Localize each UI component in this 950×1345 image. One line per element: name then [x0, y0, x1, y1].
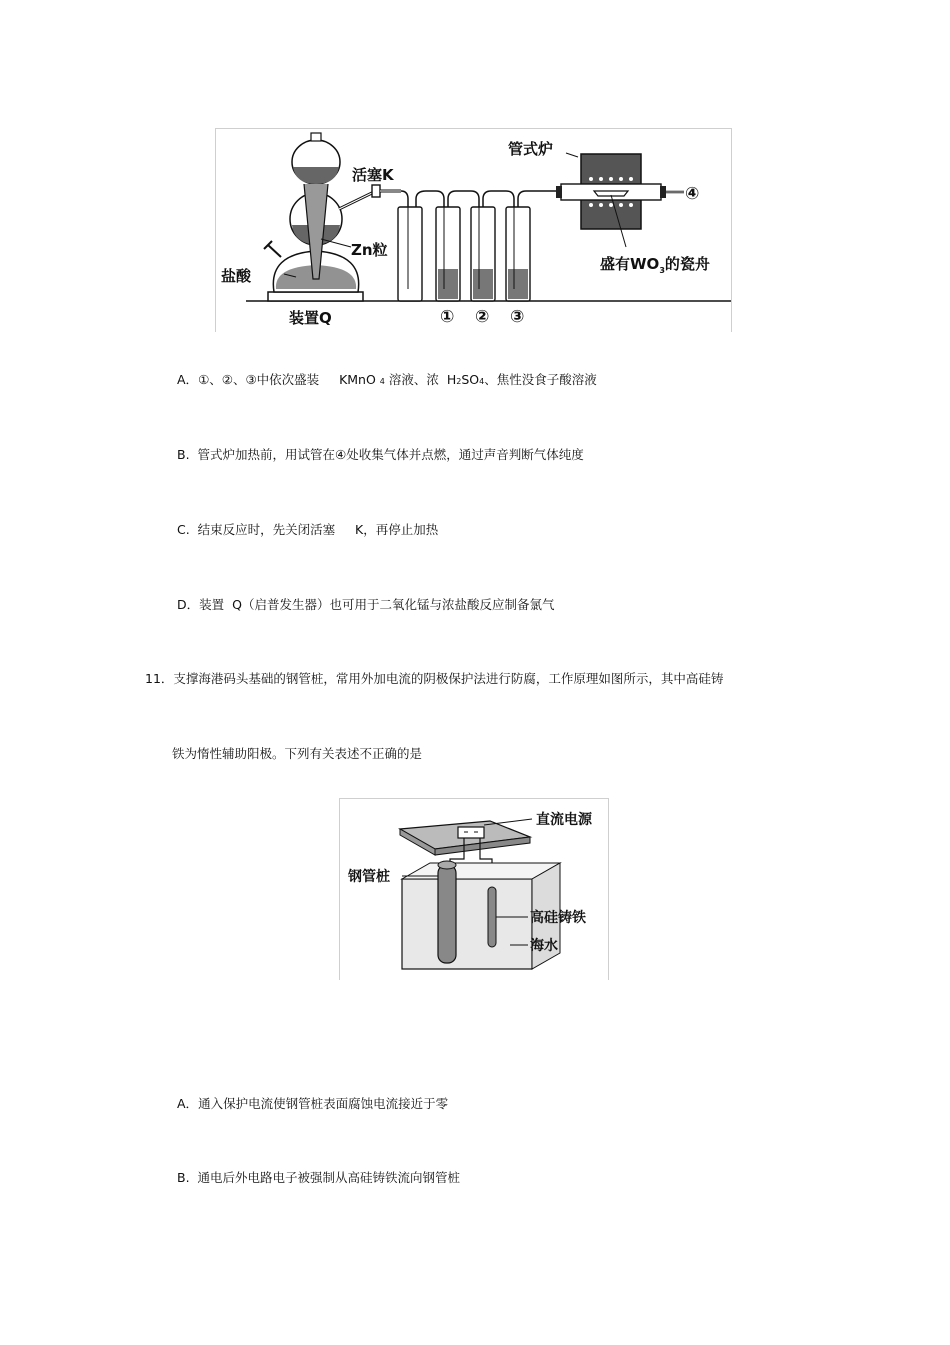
q10-option-d: D．装置 Q（启普发生器）也可用于二氧化锰与浓盐酸反应制备氯气	[177, 597, 555, 612]
anode-label: 高硅铸铁	[530, 910, 586, 926]
option-marker: A．	[177, 1096, 199, 1111]
option-marker: A．	[177, 372, 199, 387]
q10-option-a: A．①、②、③中依次盛装 KMnO 4 溶液、浓 H2SO4、焦性没食子酸溶液	[177, 372, 597, 387]
furnace-label: 管式炉	[508, 140, 554, 158]
high-silicon-iron	[488, 887, 496, 947]
pile-label: 钢管桩	[348, 869, 390, 885]
q11-option-a: A．通入保护电流使钢管桩表面腐蚀电流接近于零	[177, 1096, 449, 1111]
kipp-base	[268, 292, 363, 301]
option-marker: C.	[177, 522, 190, 537]
apparatus-figure	[215, 128, 732, 332]
cathodic-protection-drawing	[340, 799, 608, 980]
bottle-3-number: ③	[510, 307, 525, 327]
q11-stem-line-2: 铁为惰性辅助阳极。下列有关表述不正确的是	[172, 746, 423, 761]
apparatus-drawing	[216, 129, 731, 332]
empty-tube	[398, 207, 422, 301]
steel-pipe-pile	[438, 865, 456, 963]
dc-power-box	[458, 827, 484, 838]
boat-label: 盛有$WO_3$的瓷舟	[600, 255, 710, 275]
seawater-label: 海水	[530, 938, 558, 954]
bottle-2-number: ②	[475, 307, 490, 327]
option-marker: B.	[177, 1170, 190, 1185]
device-label: 装置Q	[289, 309, 332, 327]
option-marker: D．	[177, 597, 200, 612]
option-marker: B.	[177, 447, 190, 462]
zn-label: Zn粒	[351, 241, 388, 259]
q10-option-b: B. 管式炉加热前，用试管在④处收集气体并点燃，通过声音判断气体纯度	[177, 447, 584, 462]
q10-option-c: C. 结束反应时，先关闭活塞 K，再停止加热	[177, 522, 439, 537]
q11-option-b: B. 通电后外电路电子被强制从高硅铸铁流向钢管桩	[177, 1170, 461, 1185]
outlet-4-number: ④	[685, 184, 700, 204]
cathodic-protection-figure	[339, 798, 609, 980]
valve-label: 活塞K	[352, 166, 394, 184]
q11-stem-line-1: 11．支撑海港码头基础的钢管桩，常用外加电流的阴极保护法进行防腐，工作原理如图所示，其中高硅铸	[145, 671, 724, 686]
seawater-tank	[402, 879, 532, 969]
question-number: 11．	[145, 671, 174, 686]
valve-k	[372, 185, 380, 197]
bottle-1-number: ①	[440, 307, 455, 327]
acid-label: 盐酸	[221, 267, 252, 285]
power-label: 直流电源	[536, 812, 592, 828]
